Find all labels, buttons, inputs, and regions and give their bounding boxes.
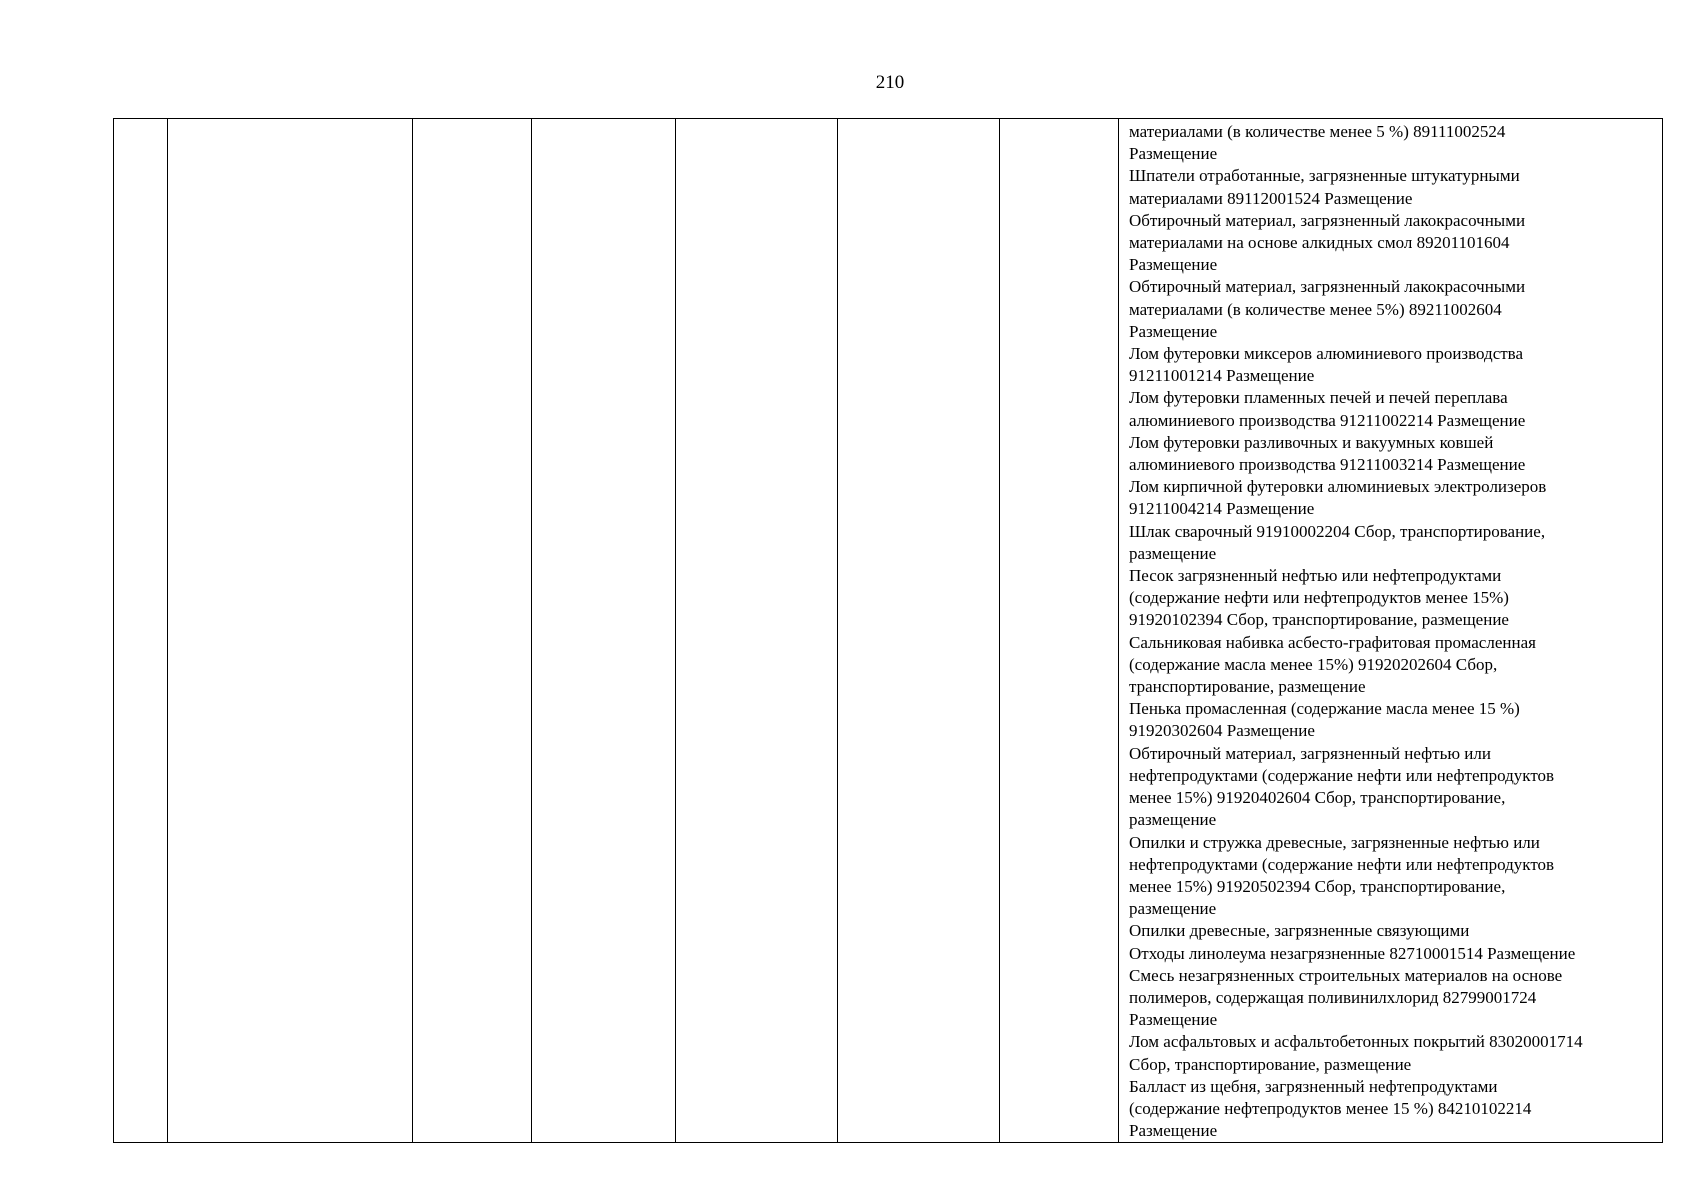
cell-number	[114, 119, 168, 1143]
table-row	[114, 119, 1663, 1143]
license-table	[113, 118, 1663, 1143]
cell-col-6	[838, 119, 1000, 1143]
cell-col-4	[532, 119, 676, 1143]
cell-col-7	[1000, 119, 1119, 1143]
page-number: 210	[875, 72, 905, 93]
cell-organization	[168, 119, 413, 1143]
cell-col-5	[676, 119, 838, 1143]
cell-col-3	[413, 119, 532, 1143]
cell-waste-list	[1119, 119, 1663, 1143]
waste-list-text: материалами (в количестве менее 5 %) 89111002524 Размещение Шпатели отработанные, загрязненные штукатурными материалами 89112001524 Размещение Обтирочный материал, загрязненный лакокрасочными материалами на основе алкидных смол 89201101604 Размещение Обтирочный материал, загрязненный лакокрасочными материалами (в количестве менее 5%) 89211002604 Размещение Лом футеровки миксеров алюминиевого производства 91211001214 Размещение Лом футеровки пламенных печей и печей переплава алюминиевого производства 91211002214 Размещение Лом футеровки разливочных и вакуумных ковшей алюминиевого производства 91211003214 Размещение Лом кирпичной футеровки алюминиевых электролизеров 91211004214 Размещение Шлак сварочный 91910002204 Сбор, транспортирование, размещение Песок загрязненный нефтью или нефтепродуктами (содержание нефти или нефтепродуктов менее 15%) 91920102394 Сбор, транспортирование, размещение Сальниковая набивка асбесто-графитовая промасленная (содержание масла менее 15%) 91920202604 Сбор, транспортирование, размещение Пенька промасленная (содержание масла менее 15 %) 91920302604 Размещение Обтирочный материал, загрязненный нефтью или нефтепродуктами (содержание нефти или нефтепродуктов менее 15%) 91920402604 Сбор, транспортирование, размещение Опилки и стружка древесные, загрязненные нефтью или нефтепродуктами (содержание нефти или нефтепродуктов менее 15%) 91920502394 Сбор, транспортирование, размещение Опилки древесные, загрязненные связующими Отходы линолеума незагрязненные 82710001514 Размещение Смесь незагрязненных строительных материалов на основе полимеров, содержащая поливинилхлорид 82799001724 Размещение Лом асфальтовых и асфальтобетонных покрытий 83020001714 Сбор, транспортирование, размещение Балласт из щебня, загрязненный нефтепродуктами (содержание нефтепродуктов менее 15 %) 84210102214 Размещение	[1129, 122, 1583, 1141]
